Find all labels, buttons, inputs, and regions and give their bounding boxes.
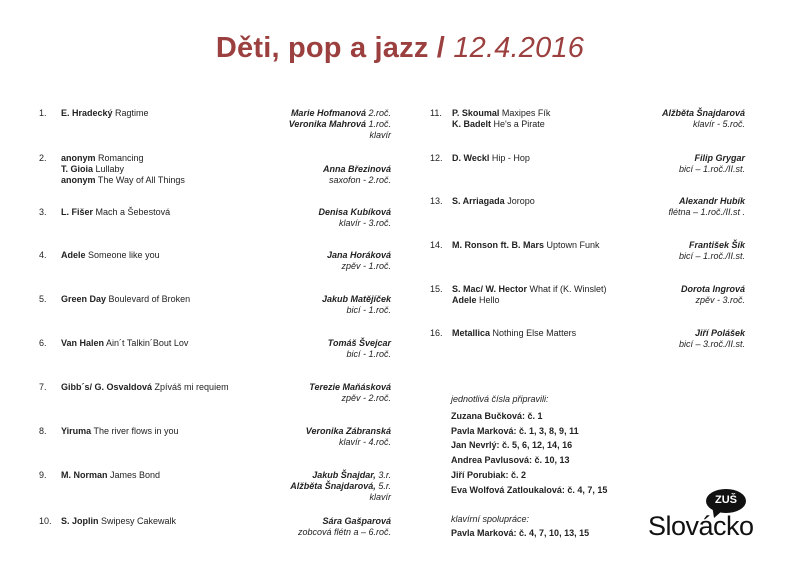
piece-line [61, 338, 188, 349]
performer-line [231, 470, 391, 481]
piece-list [61, 294, 190, 305]
logo-badge-text: ZUŠ [715, 494, 737, 506]
performer-list [231, 294, 391, 316]
composer: anonym [61, 175, 96, 185]
performer-line [585, 284, 745, 295]
piece-list [452, 284, 607, 306]
piece-title: James Bond [110, 470, 161, 480]
performer-name: Veronika Mahrová [288, 119, 366, 129]
piece-title: Ragtime [115, 108, 149, 118]
piece-title: Boulevard of Broken [108, 294, 191, 304]
piece-line [61, 164, 185, 175]
piece-list [452, 108, 550, 130]
performer-name: Dorota Ingrová [680, 284, 745, 294]
performer-line [231, 153, 391, 164]
logo-name: Slovácko [648, 511, 754, 541]
performer-list [231, 516, 391, 538]
performer-detail: klavír - 3.roč. [338, 218, 391, 228]
composer: P. Skoumal [452, 108, 500, 118]
performer-detail: 2.roč. [368, 108, 391, 118]
composer: Adele [452, 295, 477, 305]
piece-line [61, 153, 185, 164]
title-text: Děti, pop a jazz / [215, 32, 446, 64]
performer-name: Jakub Šnajdar, [312, 470, 376, 480]
performer-list [231, 426, 391, 448]
performer-name: Jana Horáková [326, 250, 391, 260]
piece-line [61, 516, 176, 527]
piece-title: Maxipes Fík [501, 108, 551, 118]
page-title [0, 32, 800, 65]
piece-title: Mach a Šebestová [95, 207, 171, 217]
piece-list [61, 153, 185, 186]
performer-line [231, 338, 391, 349]
piece-title: Someone like you [88, 250, 160, 260]
performer-line [231, 481, 391, 492]
performer-detail: 3.r. [378, 470, 391, 480]
teacher-line: Eva Wolfová Zatloukalová: č. 4, 7, 15 [451, 484, 608, 495]
piece-title: What if (K. Winslet) [529, 284, 607, 294]
piece-line [61, 426, 179, 437]
performer-line [585, 251, 745, 262]
performer-list [585, 196, 745, 218]
composer: Green Day [61, 294, 107, 304]
piece-line [61, 108, 149, 119]
performer-line [585, 196, 745, 207]
performer-detail: zobcová flétn a – 6.roč. [297, 527, 391, 537]
performer-name: Tomáš Švejcar [327, 338, 391, 348]
composer: Gibb´s/ G. Osvaldová [61, 382, 153, 392]
composer: Metallica [452, 328, 491, 338]
piece-list [61, 470, 160, 481]
performer-line [585, 207, 745, 218]
performer-name: Anna Březinová [322, 164, 391, 174]
piece-list [452, 240, 600, 251]
composer: L. Fišer [61, 207, 94, 217]
item-number: 10. [39, 516, 52, 526]
composer: Yiruma [61, 426, 92, 436]
performer-line [231, 426, 391, 437]
performer-name: Terezie Maňásková [309, 382, 391, 392]
performer-detail: saxofon - 2.roč. [328, 175, 391, 185]
performer-list [585, 284, 745, 306]
performer-line [231, 108, 391, 119]
performer-line [231, 207, 391, 218]
accompaniment-line: Pavla Marková: č. 4, 7, 10, 13, 15 [451, 528, 590, 538]
piece-line [452, 153, 530, 164]
composer: S. Arriagada [452, 196, 505, 206]
composer: Adele [61, 250, 86, 260]
composer: E. Hradecký [61, 108, 113, 118]
performer-line [585, 328, 745, 339]
piece-line [452, 328, 576, 339]
performer-line [585, 339, 745, 350]
performer-list [231, 250, 391, 272]
performer-line [231, 349, 391, 360]
performer-list [231, 153, 391, 186]
composer: anonym [61, 153, 96, 163]
piece-line [452, 196, 535, 207]
teacher-line: Jan Nevrlý: č. 5, 6, 12, 14, 16 [451, 440, 573, 451]
performer-list [585, 108, 745, 130]
piece-line [61, 250, 160, 261]
composer: D. Weckl [452, 153, 490, 163]
performer-detail: klavír [369, 492, 391, 502]
performer-detail: 1.roč. [368, 119, 391, 129]
composer: S. Mac/ W. Hector [452, 284, 528, 294]
item-number: 13. [430, 196, 443, 206]
item-number: 1. [39, 108, 47, 118]
composer: M. Norman [61, 470, 108, 480]
item-number: 2. [39, 153, 47, 163]
performer-detail: 5.r. [378, 481, 391, 491]
piece-line [61, 207, 170, 218]
performer-name: Alžběta Šnajdarová [661, 108, 745, 118]
piece-list [452, 153, 530, 164]
performer-detail: bicí – 3.roč./II.st. [678, 339, 745, 349]
piece-title: The river flows in you [93, 426, 179, 436]
performer-name: Sára Gašparová [322, 516, 391, 526]
piece-title: Hip - Hop [491, 153, 530, 163]
piece-title: Zpíváš mi requiem [154, 382, 229, 392]
performer-list [231, 207, 391, 229]
performer-detail: zpěv - 2.roč. [341, 393, 391, 403]
item-number: 5. [39, 294, 47, 304]
performer-line [231, 250, 391, 261]
composer: M. Ronson ft. B. Mars [452, 240, 544, 250]
prepared-by-block [451, 392, 607, 498]
piece-list [61, 207, 170, 218]
piece-line [452, 240, 600, 251]
performer-name: Denisa Kubíková [318, 207, 391, 217]
piece-list [61, 426, 179, 437]
piece-title: Nothing Else Matters [492, 328, 577, 338]
performer-line [585, 164, 745, 175]
performer-list [231, 108, 391, 141]
accompaniment-heading: klavírní spolupráce: [451, 514, 530, 524]
performer-line [231, 516, 391, 527]
composer: K. Badelt [452, 119, 492, 129]
teacher-line: Jiří Porubiak: č. 2 [451, 469, 527, 480]
piece-list [61, 250, 160, 261]
performer-line [231, 437, 391, 448]
performer-line [231, 261, 391, 272]
piece-line [61, 294, 190, 305]
piece-line [61, 470, 160, 481]
composer: S. Joplin [61, 516, 99, 526]
performer-detail: flétna – 1.roč./II.st . [668, 207, 745, 217]
piece-line [61, 175, 185, 186]
performer-detail: zpěv - 1.roč. [341, 261, 391, 271]
performer-line [231, 305, 391, 316]
performer-name: Alexandr Hubík [678, 196, 745, 206]
item-number: 14. [430, 240, 443, 250]
performer-detail: klavír - 5.roč. [692, 119, 745, 129]
performer-line [231, 527, 391, 538]
item-number: 4. [39, 250, 47, 260]
piece-title: Romancing [98, 153, 144, 163]
performer-list [585, 328, 745, 350]
piece-list [61, 382, 229, 393]
piece-title: Ain´t Talkin´Bout Lov [106, 338, 189, 348]
performer-name: Veronika Zábranská [305, 426, 391, 436]
concert-date: 12.4.2016 [453, 32, 585, 64]
piece-list [452, 328, 576, 339]
performer-line [231, 218, 391, 229]
piece-list [61, 108, 149, 119]
performer-line [585, 153, 745, 164]
performer-name: Marie Hofmanová [290, 108, 366, 118]
performer-line [231, 164, 391, 175]
accompaniment-block [451, 512, 589, 540]
performer-line [231, 294, 391, 305]
performer-line [231, 393, 391, 404]
item-number: 9. [39, 470, 47, 480]
piece-title: Swipesy Cakewalk [101, 516, 177, 526]
piece-list [61, 516, 176, 527]
item-number: 3. [39, 207, 47, 217]
item-number: 15. [430, 284, 443, 294]
performer-line [585, 240, 745, 251]
piece-title: He's a Pirate [493, 119, 545, 129]
performer-name: Alžběta Šnajdarová, [290, 481, 376, 491]
school-logo [648, 489, 768, 549]
performer-detail: bicí – 1.roč./II.st. [678, 164, 745, 174]
piece-title: Lullaby [95, 164, 125, 174]
performer-list [231, 338, 391, 360]
performer-line [231, 130, 391, 141]
item-number: 11. [430, 108, 442, 118]
prepared-heading: jednotlivá čísla připravili: [451, 394, 549, 404]
piece-line [61, 382, 229, 393]
performer-detail: bicí - 1.roč. [346, 349, 391, 359]
performer-line [585, 119, 745, 130]
performer-line [585, 295, 745, 306]
piece-list [452, 196, 535, 207]
performer-detail: klavír - 4.roč. [338, 437, 391, 447]
performer-line [231, 492, 391, 503]
item-number: 16. [430, 328, 443, 338]
performer-detail: zpěv - 3.roč. [695, 295, 745, 305]
performer-list [231, 382, 391, 404]
item-number: 6. [39, 338, 47, 348]
performer-list [585, 153, 745, 175]
piece-title: Uptown Funk [546, 240, 600, 250]
performer-name: Jakub Matějíček [321, 294, 391, 304]
piece-title: Joropo [507, 196, 535, 206]
composer: T. Gioia [61, 164, 94, 174]
performer-line [585, 108, 745, 119]
teacher-line: Zuzana Bučková: č. 1 [451, 410, 543, 421]
performer-line [231, 175, 391, 186]
performer-line [231, 382, 391, 393]
piece-line [452, 108, 550, 119]
performer-name: František Šík [688, 240, 745, 250]
composer: Van Halen [61, 338, 105, 348]
piece-title: The Way of All Things [97, 175, 185, 185]
performer-name: Filip Grygar [694, 153, 745, 163]
performer-list [231, 470, 391, 503]
piece-line [452, 284, 607, 295]
piece-list [61, 338, 188, 349]
performer-line [231, 119, 391, 130]
piece-line [452, 295, 607, 306]
item-number: 12. [430, 153, 443, 163]
performer-detail: klavír [369, 130, 391, 140]
item-number: 7. [39, 382, 47, 392]
performer-detail: bicí - 1.roč. [346, 305, 391, 315]
piece-title: Hello [479, 295, 500, 305]
performer-name: Jiří Polášek [694, 328, 745, 338]
performer-list [585, 240, 745, 262]
teacher-line: Andrea Pavlusová: č. 10, 13 [451, 455, 570, 466]
piece-line [452, 119, 550, 130]
teacher-line: Pavla Marková: č. 1, 3, 8, 9, 11 [451, 425, 579, 436]
item-number: 8. [39, 426, 47, 436]
performer-detail: bicí – 1.roč./II.st. [678, 251, 745, 261]
